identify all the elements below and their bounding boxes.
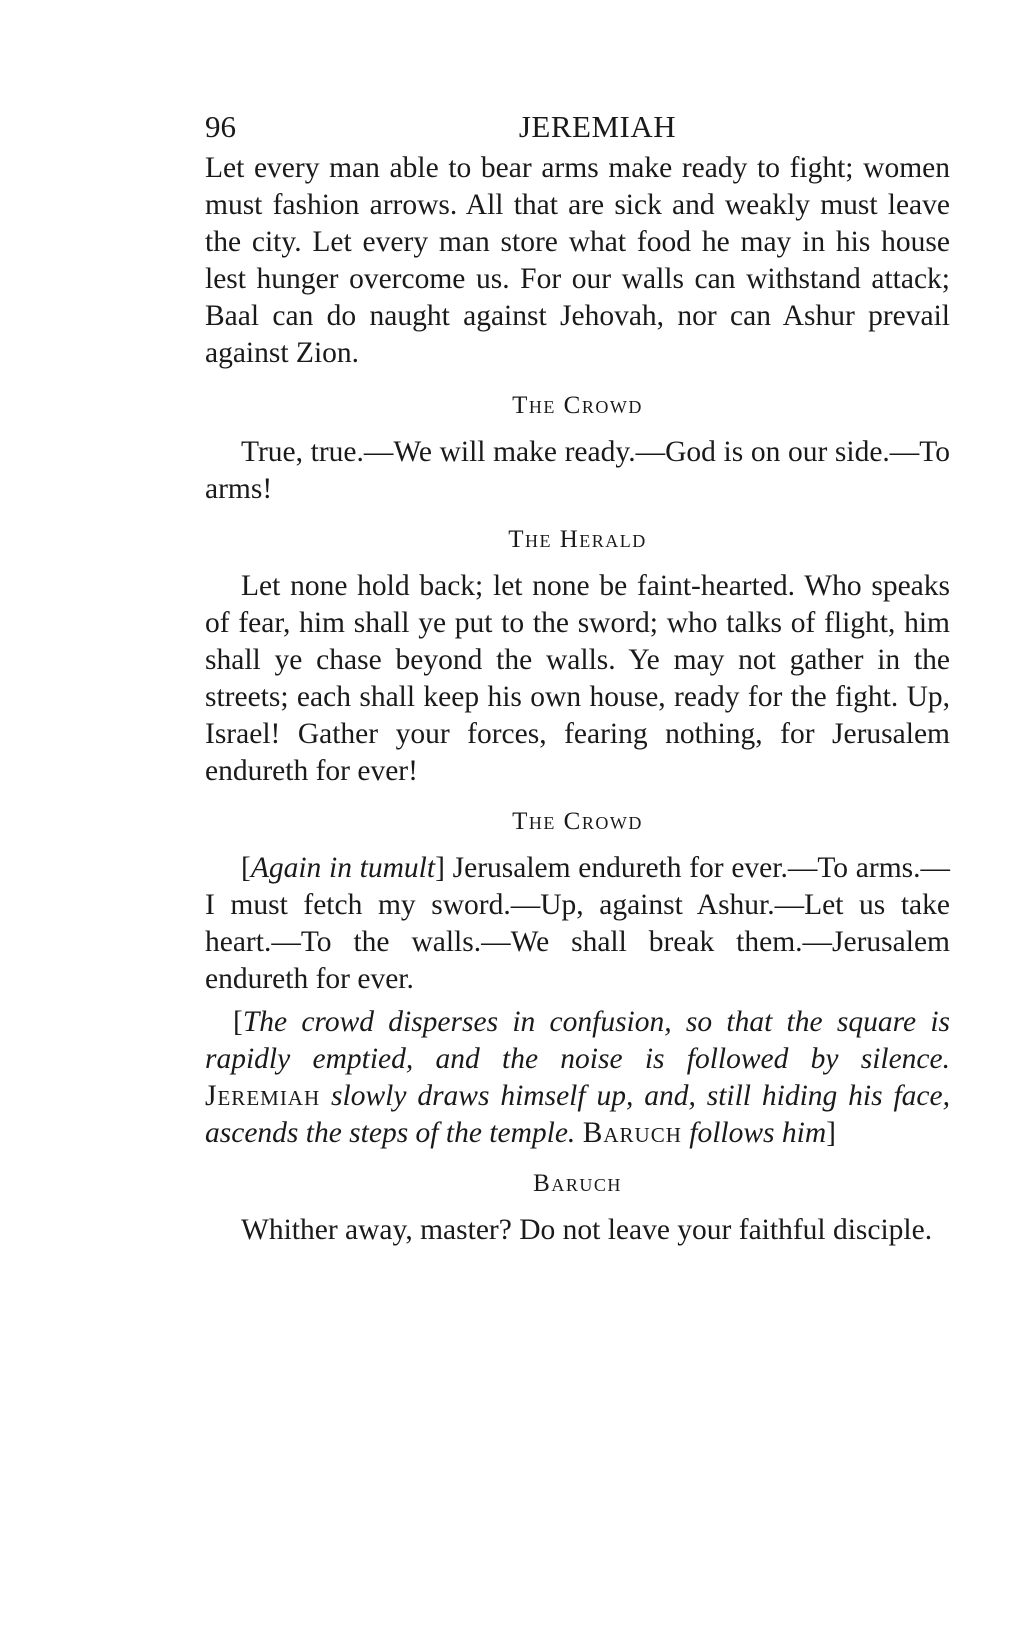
close-bracket: ] [435, 852, 445, 884]
crowd-speech-2-text: Jerusalem endureth for ever.—To arms.—I must fetch my sword.—Up, against Ashur.—Let us take heart.—To the walls.—We shall break them.—Jerusalem endureth for ever. [205, 852, 950, 995]
open-bracket: [ [241, 852, 251, 884]
speaker-heading-baruch: Baruch [533, 1170, 622, 1197]
speaker-heading-crowd-2: The Crowd [512, 808, 643, 835]
inline-stage-direction: Again in tumult [250, 852, 436, 884]
running-title: JEREMIAH [518, 109, 677, 144]
speaker-heading-crowd: The Crowd [512, 392, 643, 419]
character-name-baruch: Baruch [582, 1117, 682, 1149]
stage-direction-text: follows him [681, 1117, 827, 1149]
running-head [205, 104, 950, 150]
herald-speech: Let none hold back; let none be faint-hearted. Who speaks of fear, him shall ye put to the sword; who talks of flight, him shall ye chase beyond the walls. Ye may not gather in the streets; each shall keep his own house, ready for the fight. Up, Israel! Gather your forces, fearing nothing, for Jerusalem endureth for ever! [205, 570, 950, 787]
stage-direction-text: The crowd disperses in confusion, so that the square is rapidly emptied, and the noise is followed by silence. [205, 1006, 950, 1075]
stage-direction-text: slowly draws himself up, and, still hiding his face, ascends the steps of the temple. [205, 1080, 950, 1149]
stage-direction [205, 1004, 950, 1152]
open-bracket: [ [233, 1006, 243, 1038]
baruch-speech: Whither away, master? Do not leave your faithful disciple. [241, 1214, 933, 1246]
close-bracket: ] [826, 1117, 836, 1149]
speaker-heading-herald: The Herald [508, 526, 647, 553]
character-name-jeremiah: Jeremiah [205, 1080, 321, 1112]
crowd-speech: True, true.—We will make ready.—God is on our side.—To arms! [205, 436, 950, 505]
book-page [205, 104, 950, 1249]
opening-paragraph: Let every man able to bear arms make ready to fight; women must fashion arrows. All that are sick and weakly must leave the city. Let every man store what food he may in his house lest hunger overcome us. For our walls can withstand attack; Baal can do naught against Jehovah, nor can Ashur prevail against Zion. [205, 152, 950, 369]
crowd-speech-2 [205, 850, 950, 998]
page-number: 96 [205, 109, 236, 144]
